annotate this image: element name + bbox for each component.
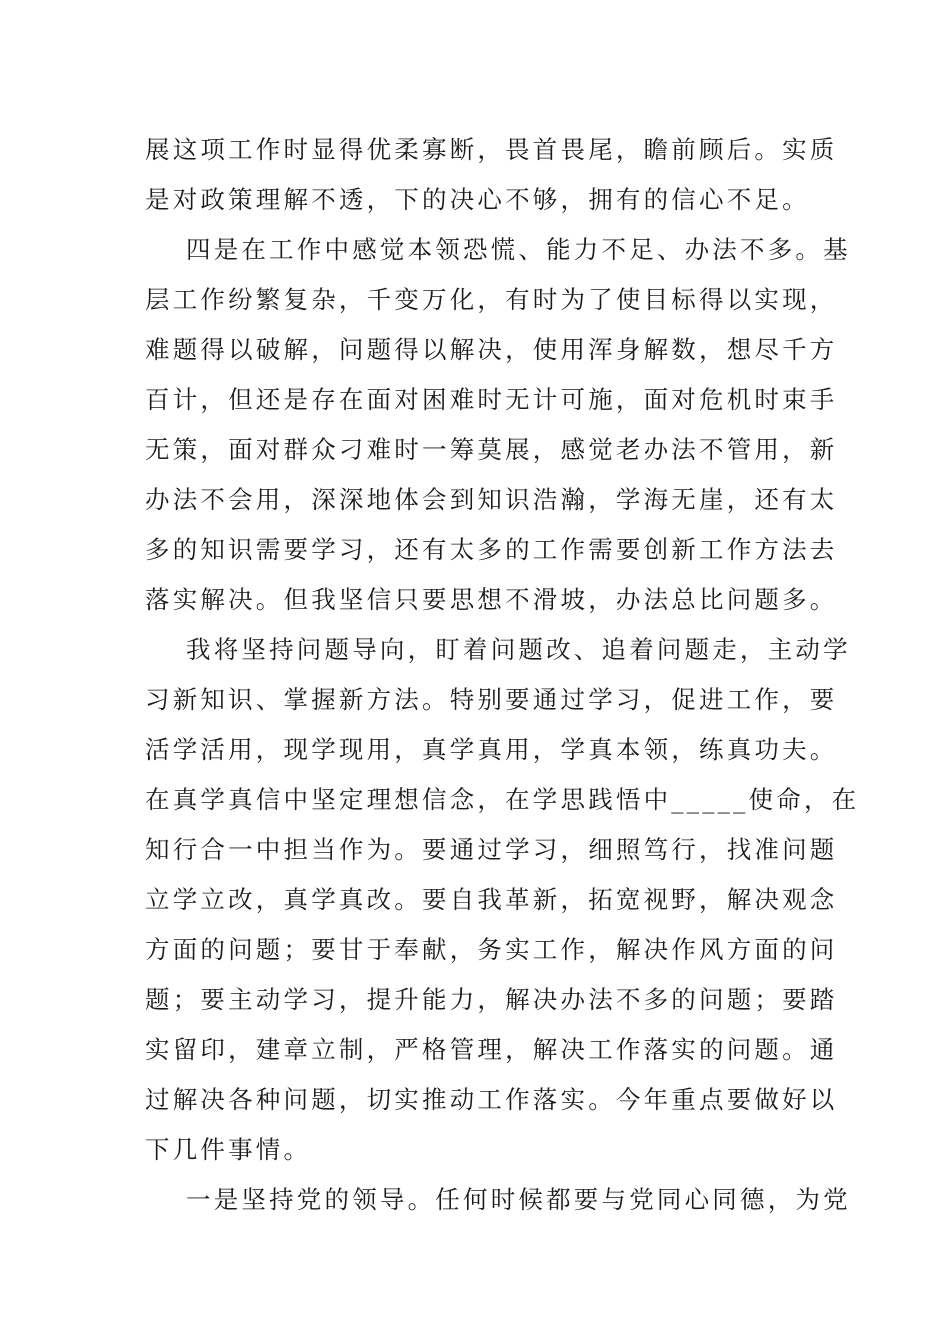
- text-line-14: 在真学真信中坚定理想信念，在学思践悟中_____使命，在: [145, 785, 860, 814]
- text-line-20: 过解决各种问题，切实推动工作落实。今年重点要做好以: [145, 1085, 838, 1114]
- text-line-21: 下几件事情。: [145, 1135, 312, 1164]
- text-line-2: 是对政策理解不透，下的决心不够，拥有的信心不足。: [145, 185, 810, 214]
- text-line-8: 办法不会用，深深地体会到知识浩瀚，学海无崖，还有太: [145, 485, 838, 514]
- text-line-13: 活学活用，现学现用，真学真用，学真本领，练真功夫。: [145, 735, 838, 764]
- text-line-12: 习新知识、掌握新方法。特别要通过学习，促进工作，要: [145, 685, 838, 714]
- text-line-18: 题；要主动学习，提升能力，解决办法不多的问题；要踏: [145, 985, 838, 1014]
- text-line-9: 多的知识需要学习，还有太多的工作需要创新工作方法去: [145, 535, 838, 564]
- paragraph-start-line: 一是坚持党的领导。任何时候都要与党同心同德，为党: [186, 1185, 851, 1214]
- text-line-7: 无策，面对群众刁难时一筹莫展，感觉老办法不管用，新: [145, 435, 838, 464]
- paragraph-start-line: 我将坚持问题导向，盯着问题改、追着问题走，主动学: [186, 635, 851, 664]
- text-line-6: 百计，但还是存在面对困难时无计可施，面对危机时束手: [145, 385, 838, 414]
- text-line-17: 方面的问题；要甘于奉献，务实工作，解决作风方面的问: [145, 935, 838, 964]
- text-line-5: 难题得以破解，问题得以解决，使用浑身解数，想尽千方: [145, 335, 838, 364]
- text-line-1: 展这项工作时显得优柔寡断，畏首畏尾，瞻前顾后。实质: [145, 135, 838, 164]
- text-line-16: 立学立改，真学真改。要自我革新，拓宽视野，解决观念: [145, 885, 838, 914]
- paragraph-start-line: 四是在工作中感觉本领恐慌、能力不足、办法不多。基: [186, 235, 851, 264]
- text-line-19: 实留印，建章立制，严格管理，解决工作落实的问题。通: [145, 1035, 838, 1064]
- text-line-10: 落实解决。但我坚信只要思想不滑坡，办法总比问题多。: [145, 585, 838, 614]
- text-line-4: 层工作纷繁复杂，千变万化，有时为了使目标得以实现，: [145, 285, 838, 314]
- text-line-15: 知行合一中担当作为。要通过学习，细照笃行，找准问题: [145, 835, 838, 864]
